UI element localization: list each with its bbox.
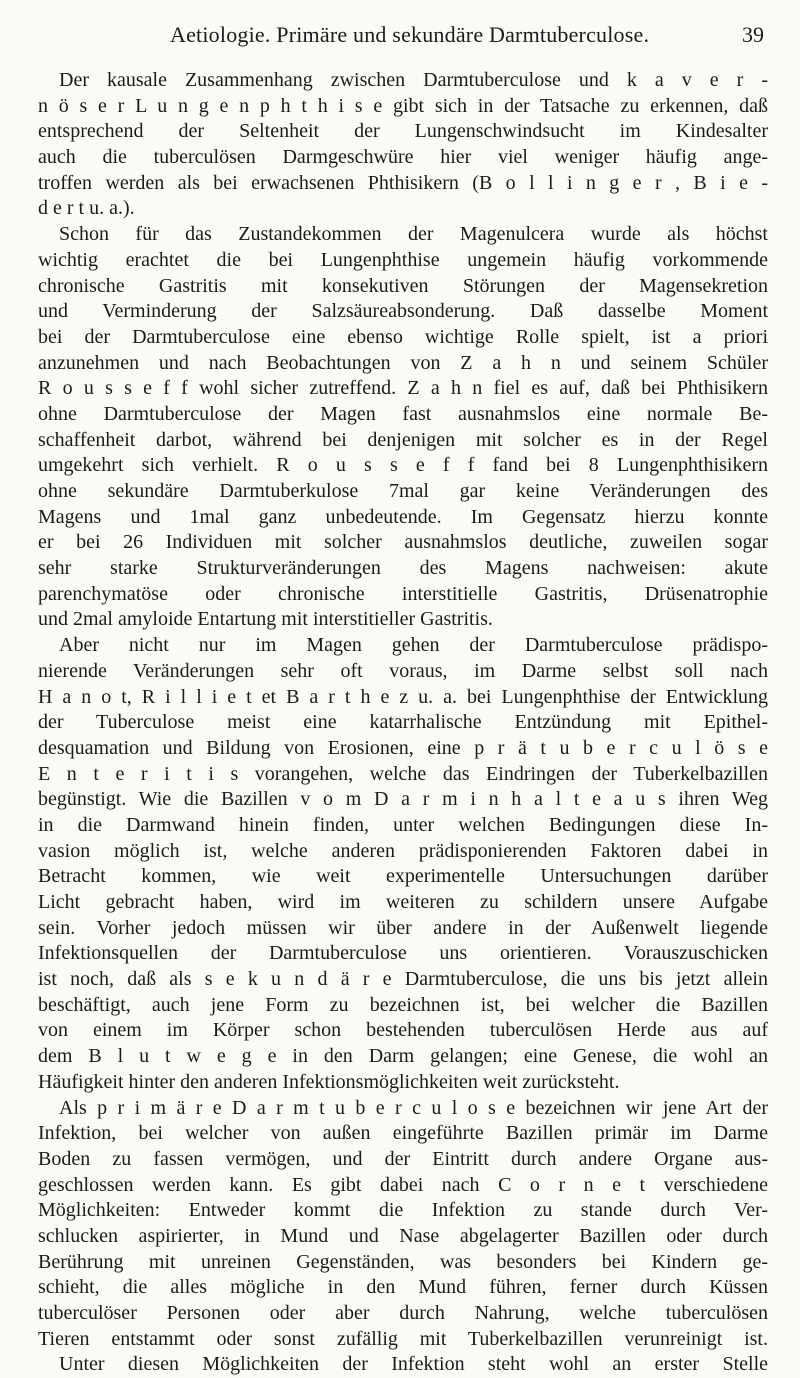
- text-line: Möglichkeiten: Entweder kommt die Infektion zu stande durch Ver-: [38, 1199, 768, 1222]
- text-line: Berührung mit unreinen Gegenständen, was besonders bei Kindern ge-: [38, 1250, 768, 1273]
- text-line: und Verminderung der Salzsäureabsonderung. Daß dasselbe Moment: [38, 300, 768, 323]
- text-line: beschäftigt, auch jene Form zu bezeichnen ist, bei welcher die Bazillen: [38, 993, 768, 1016]
- text-line: Boden zu fassen vermögen, und der Eintritt durch andere Organe aus-: [38, 1147, 768, 1170]
- text-line: Magens und 1mal ganz unbedeutende. Im Gegensatz hierzu konnte: [38, 505, 768, 528]
- text-line: bei der Darmtuberculose eine ebenso wichtige Rolle spielt, ist a priori: [38, 325, 768, 348]
- text-line: parenchymatöse oder chronische interstitielle Gastritis, Drüsenatrophie: [38, 582, 768, 605]
- text-line: Betracht kommen, wie weit experimentelle Untersuchungen darüber: [38, 865, 768, 888]
- text-line: umgekehrt sich verhielt. R o u s s e f f fand bei 8 Lungenphthisikern: [38, 454, 768, 477]
- text-line: Als p r i m ä r e D a r m t u b e r c u l o s e bezeichnen wir jene Art der: [59, 1096, 768, 1119]
- text-line: und 2mal amyloide Entartung mit interstitieller Gastritis.: [38, 608, 493, 631]
- text-line: begünstigt. Wie die Bazillen v o m D a r m i n h a l t e a u s ihren Weg: [38, 788, 768, 811]
- text-line: chronische Gastritis mit konsekutiven Störungen der Magensekretion: [38, 274, 768, 297]
- text-line: dem B l u t w e g e in den Darm gelangen; eine Genese, die wohl an: [38, 1045, 768, 1068]
- page-number: 39: [742, 22, 764, 47]
- text-line: vasion möglich ist, welche anderen prädisponierenden Faktoren dabei in: [38, 839, 768, 862]
- text-line: Infektionsquellen der Darmtuberculose uns orientieren. Vorauszuschicken: [38, 942, 768, 965]
- text-line: Licht gebracht haben, wird im weiteren zu schildern unsere Aufgabe: [38, 891, 768, 913]
- text-line: Unter diesen Möglichkeiten der Infektion steht wohl an erster Stelle: [59, 1353, 768, 1376]
- text-line: E n t e r i t i s vorangehen, welche das Eindringen der Tuberkelbazillen: [38, 762, 768, 785]
- text-line: Häufigkeit hinter den anderen Infektionsmöglichkeiten weit zurücksteht.: [38, 1070, 620, 1093]
- text-line: ohne Darmtuberculose der Magen fast ausnahmslos eine normale Be-: [38, 402, 768, 425]
- text-line: geschlossen werden kann. Es gibt dabei nach C o r n e t verschiedene: [38, 1173, 768, 1196]
- text-line: entsprechend der Seltenheit der Lungenschwindsucht im Kindesalter: [38, 120, 768, 143]
- text-line: wichtig erachtet die bei Lungenphthise ungemein häufig vorkommende: [38, 248, 768, 271]
- text-line: auch die tuberculösen Darmgeschwüre hier viel weniger häufig ange-: [38, 146, 768, 169]
- text-line: R o u s s e f f wohl sicher zutreffend. Z a h n fiel es auf, daß bei Phthisikern: [38, 377, 768, 400]
- text-line: desquamation und Bildung von Erosionen, eine p r ä t u b e r c u l ö s e: [38, 736, 768, 759]
- text-line: troffen werden als bei erwachsenen Phthisikern (B o l l i n g e r , B i e -: [38, 171, 768, 194]
- text-line: Aber nicht nur im Magen gehen der Darmtuberculose prädispo-: [59, 634, 768, 657]
- text-line: sein. Vorher jedoch müssen wir über andere in der Außenwelt liegende: [38, 916, 768, 939]
- text-line: nierende Veränderungen sehr oft voraus, im Darme selbst soll nach: [38, 659, 768, 682]
- text-line: Infektion, bei welcher von außen eingeführte Bazillen primär im Darme: [38, 1122, 768, 1145]
- text-line: schlucken aspirierter, in Mund und Nase abgelagerter Bazillen oder durch: [38, 1224, 768, 1247]
- text-line: Schon für das Zustandekommen der Magenulcera wurde als höchst: [59, 223, 768, 246]
- text-line: schaffenheit darbot, während bei denjenigen mit solcher es in der Regel: [38, 428, 768, 451]
- text-line: d e r t u. a.).: [38, 197, 135, 220]
- text-line: von einem im Körper schon bestehenden tuberculösen Herde aus auf: [38, 1019, 768, 1042]
- text-line: ohne sekundäre Darmtuberkulose 7mal gar keine Veränderungen des: [38, 480, 768, 502]
- running-header-title: Aetiologie. Primäre und sekundäre Darmtuberculose.: [170, 22, 650, 47]
- text-line: H a n o t, R i l l i e t et B a r t h e z u. a. bei Lungenphthise der Entwicklung: [38, 685, 768, 708]
- text-line: Der kausale Zusammenhang zwischen Darmtuberculose und k a v e r -: [59, 69, 768, 91]
- text-line: n ö s e r L u n g e n p h t h i s e gibt sich in der Tatsache zu erkennen, daß: [38, 94, 768, 117]
- text-line: er bei 26 Individuen mit solcher ausnahmslos deutliche, zuweilen sogar: [38, 531, 768, 554]
- text-line: der Tuberculose meist eine katarrhalische Entzündung mit Epithel-: [38, 711, 768, 734]
- body-text: [38, 68, 768, 1378]
- text-line: Tieren entstammt oder sonst zufällig mit Tuberkelbazillen verunreinigt ist.: [38, 1327, 768, 1350]
- running-header: [0, 22, 800, 52]
- text-line: sehr starke Strukturveränderungen des Magens nachweisen: akute: [38, 557, 768, 580]
- text-line: schieht, die alles mögliche in den Mund führen, ferner durch Küssen: [38, 1276, 768, 1299]
- text-line: tuberculöser Personen oder aber durch Nahrung, welche tuberculösen: [38, 1302, 768, 1324]
- text-line: in die Darmwand hinein finden, unter welchen Bedingungen diese In-: [38, 813, 768, 836]
- text-line: ist noch, daß als s e k u n d ä r e Darmtuberculose, die uns bis jetzt allein: [38, 968, 768, 991]
- text-line: anzunehmen und nach Beobachtungen von Z a h n und seinem Schüler: [38, 351, 768, 374]
